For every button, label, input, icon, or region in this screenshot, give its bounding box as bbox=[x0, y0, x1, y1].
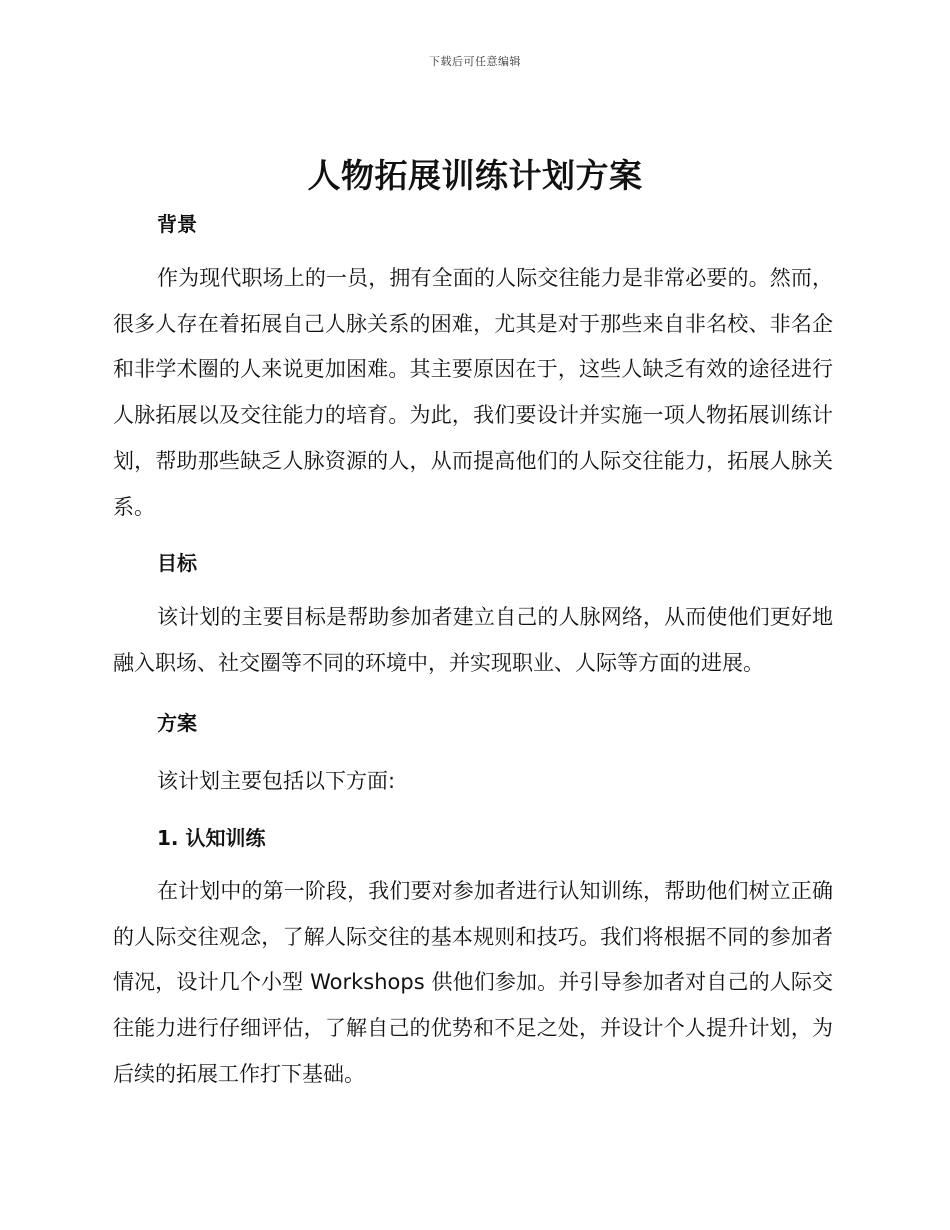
section-intro-plan: 该计划主要包括以下方面: bbox=[157, 769, 396, 793]
section-heading-background: 背景 bbox=[157, 212, 197, 236]
document-title: 人物拓展训练计划方案 bbox=[307, 156, 643, 195]
header-note: 下载后可任意编辑 bbox=[429, 55, 521, 68]
subsection-heading-cognitive-training: 1. 认知训练 bbox=[157, 826, 266, 850]
section-paragraph-goal: 该计划的主要目标是帮助参加者建立自己的人脉网络，从而使他们更好地融入职场、社交圈等不同的环境中，并实现职业、人际等方面的进展。 bbox=[113, 605, 833, 675]
section-paragraph-background: 作为现代职场上的一员，拥有全面的人际交往能力是非常必要的。然而，很多人存在着拓展自己人脉关系的困难，尤其是对于那些来自非名校、非名企和非学术圈的人来说更加困难。其主要原因在于，这些人缺乏有效的途径进行人脉拓展以及交往能力的培育。为此，我们要设计并实施一项人物拓展训练计划，帮助那些缺乏人脉资源的人，从而提高他们的人际交往能力，拓展人脉关系。 bbox=[113, 266, 833, 519]
section-heading-goal: 目标 bbox=[157, 551, 197, 575]
section-heading-plan: 方案 bbox=[157, 711, 197, 735]
subsection-paragraph-cognitive-training: 在计划中的第一阶段，我们要对参加者进行认知训练，帮助他们树立正确的人际交往观念，了解人际交往的基本规则和技巧。我们将根据不同的参加者情况，设计几个小型 Workshops 供他们参加。并引导参加者对自己的人际交往能力进行仔细评估，了解自己的优势和不足之处，并设计个人提升计划，为后续的拓展工作打下基础。 bbox=[113, 879, 833, 1086]
